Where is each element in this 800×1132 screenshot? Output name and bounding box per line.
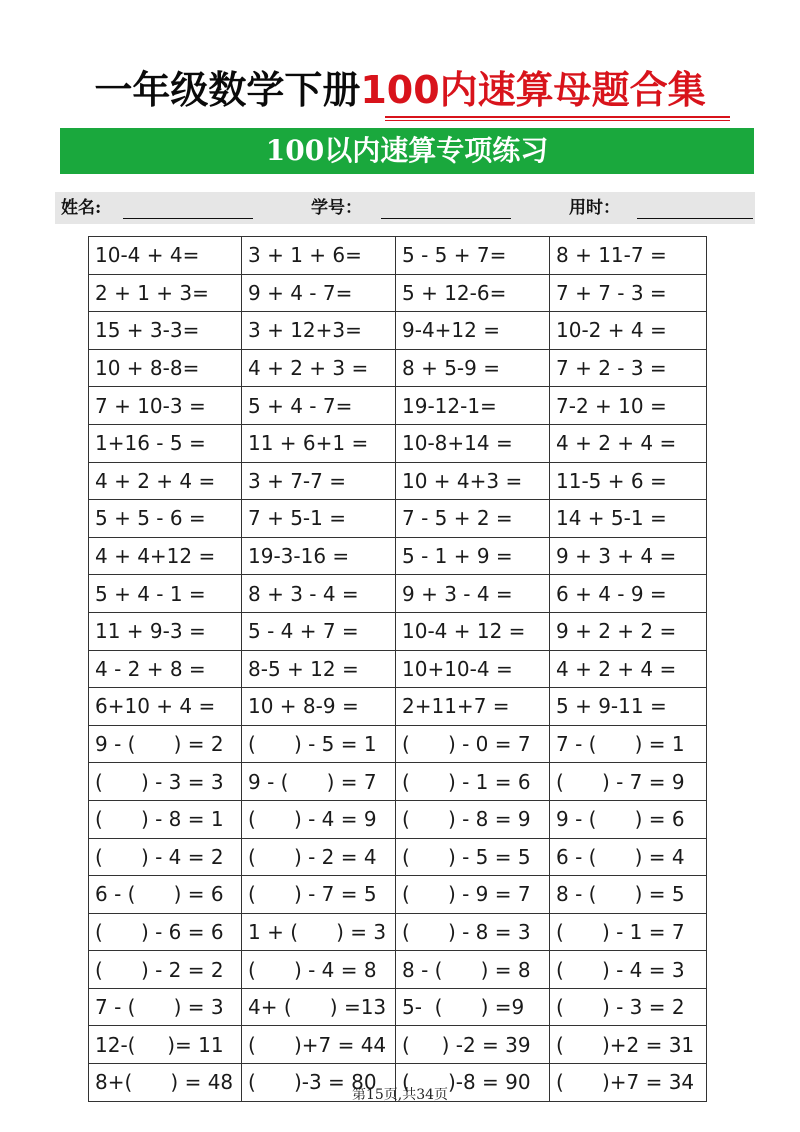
table-row xyxy=(89,725,707,763)
exercise-cell: 5 + 9-11 = xyxy=(550,688,707,726)
exercise-cell: 8 + 3 - 4 = xyxy=(242,575,396,613)
exercise-cell: 4 + 4+12 = xyxy=(89,537,242,575)
exercise-cell: 9 - ( ) = 7 xyxy=(242,763,396,801)
exercise-cell: 7 - 5 + 2 = xyxy=(396,500,550,538)
exercise-cell: 7 + 2 - 3 = xyxy=(550,349,707,387)
exercise-cell: 4 - 2 + 8 = xyxy=(89,650,242,688)
exercise-cell: ( )+7 = 34 xyxy=(550,1064,707,1102)
exercise-cell: ( ) - 8 = 1 xyxy=(89,800,242,838)
exercise-cell: 11 + 6+1 = xyxy=(242,424,396,462)
exercise-cell: ( ) - 1 = 7 xyxy=(550,913,707,951)
exercise-cell: ( )-8 = 90 xyxy=(396,1064,550,1102)
exercise-cell: 10+10-4 = xyxy=(396,650,550,688)
table-row xyxy=(89,800,707,838)
time-label: 用时： xyxy=(569,198,620,218)
title-underline xyxy=(385,116,730,124)
exercise-cell: 4 + 2 + 4 = xyxy=(550,424,707,462)
exercise-cell: 4+ ( ) =13 xyxy=(242,988,396,1026)
exercise-cell: 4 + 2 + 4 = xyxy=(550,650,707,688)
exercise-cell: 5 - 4 + 7 = xyxy=(242,612,396,650)
exercise-cell: 1 + ( ) = 3 xyxy=(242,913,396,951)
exercise-cell: ( )+7 = 44 xyxy=(242,1026,396,1064)
exercise-cell: 9 + 2 + 2 = xyxy=(550,612,707,650)
exercise-cell: 7-2 + 10 = xyxy=(550,387,707,425)
number-field-line[interactable] xyxy=(381,218,511,219)
exercise-cell: 6 + 4 - 9 = xyxy=(550,575,707,613)
exercise-cell: 7 + 10-3 = xyxy=(89,387,242,425)
exercise-cell: 8+( ) = 48 xyxy=(89,1064,242,1102)
exercise-cell: ( )-3 = 80 xyxy=(242,1064,396,1102)
exercise-cell: ( ) - 6 = 6 xyxy=(89,913,242,951)
exercise-cell: 19-3-16 = xyxy=(242,537,396,575)
exercise-cell: 5 - 5 + 7= xyxy=(396,237,550,275)
exercise-cell: ( ) - 4 = 2 xyxy=(89,838,242,876)
title-black-part: 一年级数学下册 xyxy=(94,68,361,112)
exercise-cell: 8-5 + 12 = xyxy=(242,650,396,688)
exercise-cell: 10-2 + 4 = xyxy=(550,312,707,350)
table-row xyxy=(89,387,707,425)
name-label: 姓名: xyxy=(61,198,102,218)
exercise-cell: 5 + 4 - 7= xyxy=(242,387,396,425)
exercise-cell: 3 + 1 + 6= xyxy=(242,237,396,275)
exercise-cell: 10 + 8-9 = xyxy=(242,688,396,726)
exercise-cell: ( ) - 8 = 3 xyxy=(396,913,550,951)
exercise-cell: 10-4 + 4= xyxy=(89,237,242,275)
table-row xyxy=(89,876,707,914)
table-row xyxy=(89,951,707,989)
title-red-part: 100内速算母题合集 xyxy=(360,68,706,112)
exercise-cell: 10-8+14 = xyxy=(396,424,550,462)
exercise-cell: 15 + 3-3= xyxy=(89,312,242,350)
exercise-cell: 7 - ( ) = 3 xyxy=(89,988,242,1026)
exercise-cell: 4 + 2 + 3 = xyxy=(242,349,396,387)
exercise-cell: ( ) - 0 = 7 xyxy=(396,725,550,763)
exercise-cell: ( ) - 7 = 5 xyxy=(242,876,396,914)
exercise-cell: 8 + 5-9 = xyxy=(396,349,550,387)
table-row xyxy=(89,424,707,462)
table-row xyxy=(89,500,707,538)
banner-heading: 100以内速算专项练习 xyxy=(60,128,754,174)
exercise-cell: ( ) - 2 = 4 xyxy=(242,838,396,876)
exercise-cell: 2 + 1 + 3= xyxy=(89,274,242,312)
page-footer: 第15页,共34页 xyxy=(351,1087,449,1103)
exercise-cell: 9 - ( ) = 2 xyxy=(89,725,242,763)
table-row xyxy=(89,537,707,575)
table-row xyxy=(89,763,707,801)
exercise-cell: 5- ( ) =9 xyxy=(396,988,550,1026)
exercise-cell: 9 + 4 - 7= xyxy=(242,274,396,312)
exercise-cell: 9 + 3 + 4 = xyxy=(550,537,707,575)
exercise-cell: 3 + 7-7 = xyxy=(242,462,396,500)
exercise-cell: 4 + 2 + 4 = xyxy=(89,462,242,500)
exercise-cell: 8 - ( ) = 8 xyxy=(396,951,550,989)
exercise-cell: ( ) - 2 = 2 xyxy=(89,951,242,989)
exercise-cell: ( ) - 8 = 9 xyxy=(396,800,550,838)
exercise-cell: 2+11+7 = xyxy=(396,688,550,726)
number-label: 学号： xyxy=(311,198,362,218)
exercise-cell: ( ) - 3 = 3 xyxy=(89,763,242,801)
table-row xyxy=(89,1026,707,1064)
exercise-cell: 5 + 4 - 1 = xyxy=(89,575,242,613)
exercise-cell: ( ) - 5 = 5 xyxy=(396,838,550,876)
student-info-bar xyxy=(55,192,755,224)
exercise-cell: 3 + 12+3= xyxy=(242,312,396,350)
exercise-cell: 12-( )= 11 xyxy=(89,1026,242,1064)
table-row xyxy=(89,913,707,951)
table-row xyxy=(89,838,707,876)
exercise-cell: 1+16 - 5 = xyxy=(89,424,242,462)
exercise-cell: 5 - 1 + 9 = xyxy=(396,537,550,575)
exercise-cell: 9-4+12 = xyxy=(396,312,550,350)
exercise-cell: ( ) - 4 = 9 xyxy=(242,800,396,838)
table-row xyxy=(89,988,707,1026)
exercise-cell: ( ) - 5 = 1 xyxy=(242,725,396,763)
exercise-cell: 5 + 5 - 6 = xyxy=(89,500,242,538)
exercise-cell: 7 + 5-1 = xyxy=(242,500,396,538)
exercise-cell: 10 + 4+3 = xyxy=(396,462,550,500)
exercise-cell: 10-4 + 12 = xyxy=(396,612,550,650)
exercise-cell: ( ) - 1 = 6 xyxy=(396,763,550,801)
table-row xyxy=(89,575,707,613)
time-field-line[interactable] xyxy=(637,218,753,219)
table-row xyxy=(89,612,707,650)
exercise-cell: ( ) - 7 = 9 xyxy=(550,763,707,801)
table-row xyxy=(89,650,707,688)
document-title xyxy=(0,60,800,120)
table-row xyxy=(89,237,707,275)
exercise-cell: ( ) - 4 = 3 xyxy=(550,951,707,989)
exercise-cell: 11 + 9-3 = xyxy=(89,612,242,650)
exercise-cell: 9 - ( ) = 6 xyxy=(550,800,707,838)
exercise-cell: 14 + 5-1 = xyxy=(550,500,707,538)
exercise-cell: 6 - ( ) = 6 xyxy=(89,876,242,914)
exercise-cell: 5 + 12-6= xyxy=(396,274,550,312)
exercise-cell: 7 + 7 - 3 = xyxy=(550,274,707,312)
table-row xyxy=(89,274,707,312)
exercise-cell: ( ) - 4 = 8 xyxy=(242,951,396,989)
table-row xyxy=(89,312,707,350)
exercise-cell: 9 + 3 - 4 = xyxy=(396,575,550,613)
exercise-cell: 10 + 8-8= xyxy=(89,349,242,387)
exercise-cell: 8 + 11-7 = xyxy=(550,237,707,275)
name-field-line[interactable] xyxy=(123,218,253,219)
exercise-cell: 19-12-1= xyxy=(396,387,550,425)
exercise-cell: 11-5 + 6 = xyxy=(550,462,707,500)
exercise-grid xyxy=(88,236,707,1102)
table-row xyxy=(89,462,707,500)
table-row xyxy=(89,349,707,387)
exercise-cell: 6 - ( ) = 4 xyxy=(550,838,707,876)
exercise-cell: ( ) -2 = 39 xyxy=(396,1026,550,1064)
exercise-cell: 6+10 + 4 = xyxy=(89,688,242,726)
table-row xyxy=(89,688,707,726)
exercise-cell: ( ) - 3 = 2 xyxy=(550,988,707,1026)
exercise-cell: ( )+2 = 31 xyxy=(550,1026,707,1064)
exercise-cell: ( ) - 9 = 7 xyxy=(396,876,550,914)
exercise-cell: 7 - ( ) = 1 xyxy=(550,725,707,763)
exercise-cell: 8 - ( ) = 5 xyxy=(550,876,707,914)
